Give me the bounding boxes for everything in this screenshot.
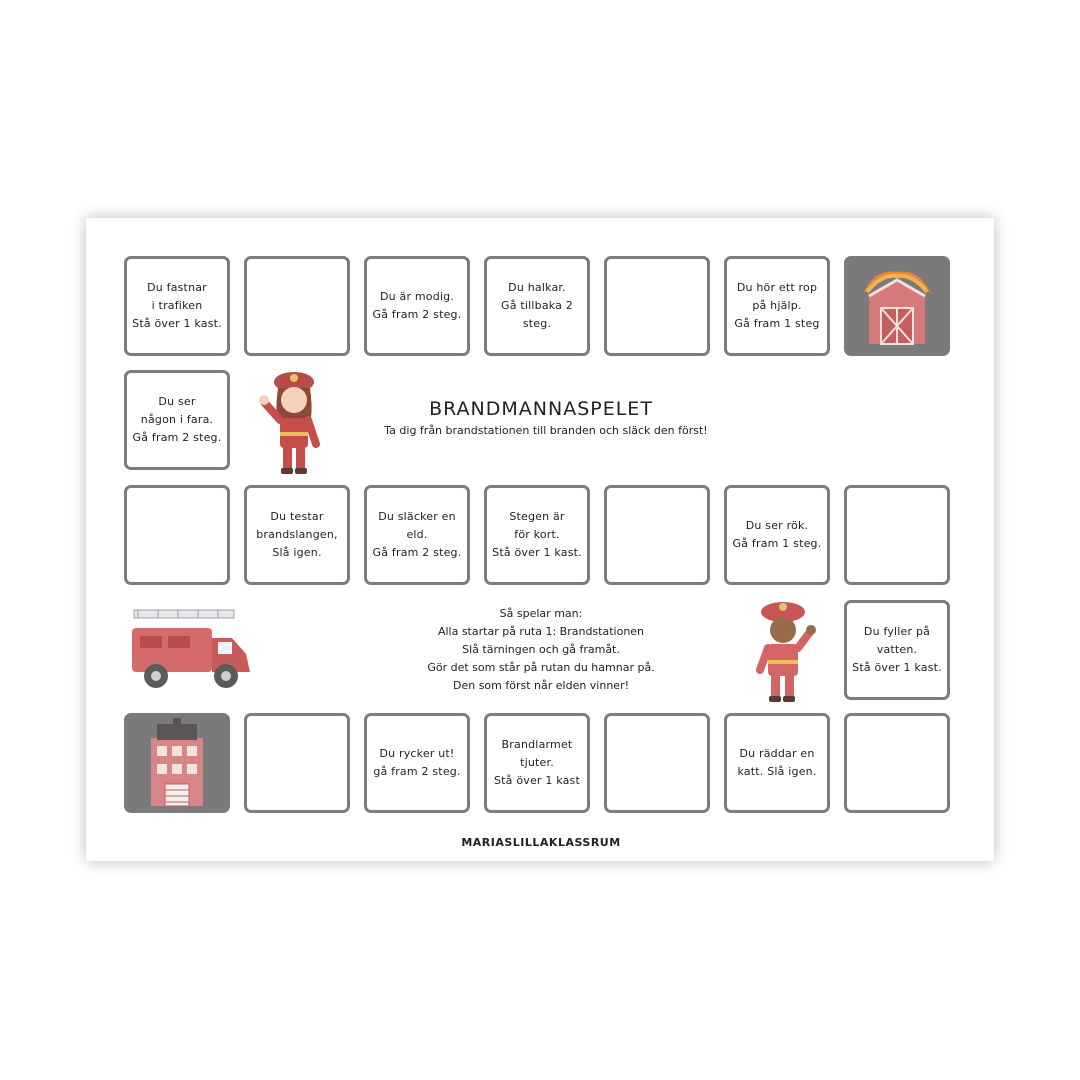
game-board: [86, 218, 994, 861]
board-square[interactable]: [844, 485, 950, 585]
board-square[interactable]: Du ser rök. Gå fram 1 steg.: [724, 485, 830, 585]
game-subtitle: Ta dig från brandstationen till branden och släck den först!: [384, 424, 708, 437]
board-square[interactable]: [844, 713, 950, 813]
board-square[interactable]: [604, 713, 710, 813]
burning-barn-icon: [855, 264, 939, 348]
board-square[interactable]: Stegen är för kort. Stå över 1 kast.: [484, 485, 590, 585]
board-square[interactable]: Du hör ett rop på hjälp. Gå fram 1 steg: [724, 256, 830, 356]
board-square[interactable]: Du fastnar i trafiken Stå över 1 kast.: [124, 256, 230, 356]
start-square[interactable]: [124, 713, 230, 813]
board-square[interactable]: Du rycker ut! gå fram 2 steg.: [364, 713, 470, 813]
board-square[interactable]: Brandlarmet tjuter. Stå över 1 kast: [484, 713, 590, 813]
board-square[interactable]: Du ser någon i fara. Gå fram 2 steg.: [124, 370, 230, 470]
board-square[interactable]: Du testar brandslangen, Slå igen.: [244, 485, 350, 585]
board-square[interactable]: [244, 713, 350, 813]
goal-square[interactable]: [844, 256, 950, 356]
firefighter-girl-icon: [256, 368, 332, 478]
board-square[interactable]: Du fyller på vatten. Stå över 1 kast.: [844, 600, 950, 700]
firefighter-boy-icon: [746, 596, 820, 706]
board-square[interactable]: [604, 485, 710, 585]
fire-station-icon: [137, 718, 217, 808]
board-square[interactable]: [604, 256, 710, 356]
board-square[interactable]: [244, 256, 350, 356]
brand-footer: MARIASLILLAKLASSRUM: [461, 836, 621, 849]
board-square[interactable]: Du släcker en eld. Gå fram 2 steg.: [364, 485, 470, 585]
fire-truck-icon: [128, 606, 258, 696]
game-rules: Så spelar man: Alla startar på ruta 1: Brandstationen Slå tärningen och gå framåt. Gör det som står på rutan du hamnar på. Den som först når elden vinner!: [427, 607, 655, 692]
board-square[interactable]: Du halkar. Gå tillbaka 2 steg.: [484, 256, 590, 356]
game-title: BRANDMANNASPELET: [429, 398, 653, 420]
board-square[interactable]: Du är modig. Gå fram 2 steg.: [364, 256, 470, 356]
board-square[interactable]: [124, 485, 230, 585]
board-square[interactable]: Du räddar en katt. Slå igen.: [724, 713, 830, 813]
